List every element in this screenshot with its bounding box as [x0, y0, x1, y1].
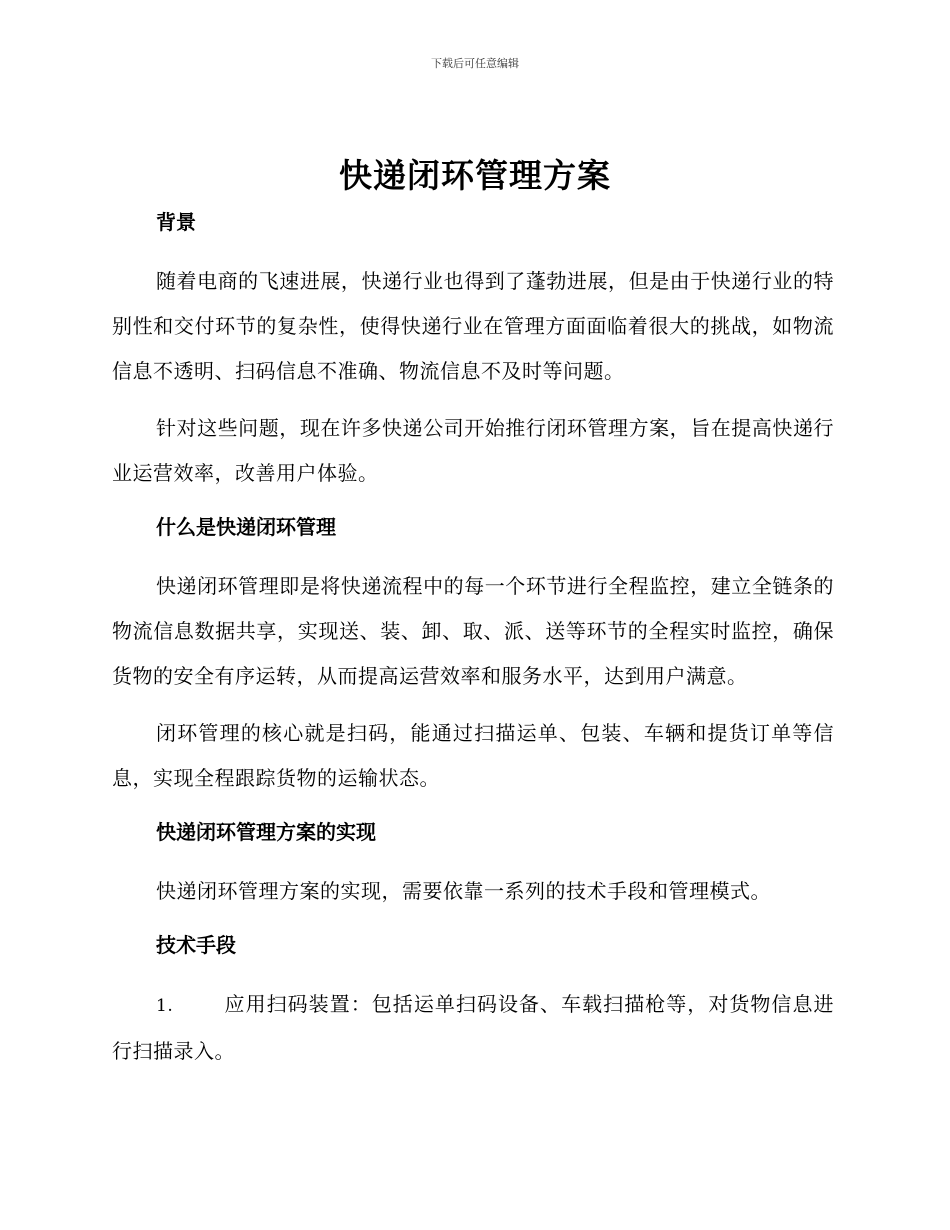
section-heading-implementation: 快递闭环管理方案的实现	[156, 820, 376, 844]
list-item-number: 1.	[156, 996, 174, 1016]
paragraph: 随着电商的飞速进展，快递行业也得到了蓬勃进展，但是由于快递行业的特别性和交付环节的复杂性，使得快递行业在管理方面面临着很大的挑战，如物流信息不透明、扫码信息不准确、物流信息不及时等问题。	[112, 269, 834, 383]
section-heading-background: 背景	[156, 210, 196, 234]
page-header-note: 下载后可任意编辑	[431, 57, 519, 70]
list-item-text: 应用扫码装置：包括运单扫码设备、车载扫描枪等，对货物信息进行扫描录入。	[112, 992, 834, 1063]
document-title: 快递闭环管理方案	[339, 156, 611, 195]
section-heading-tech: 技术手段	[156, 933, 236, 957]
paragraph: 快递闭环管理即是将快递流程中的每一个环节进行全程监控，建立全链条的物流信息数据共享，实现送、装、卸、取、派、送等环节的全程实时监控，确保货物的安全有序运转，从而提高运营效率和服务水平，达到用户满意。	[112, 574, 834, 688]
list-item	[112, 982, 834, 1074]
paragraph: 针对这些问题，现在许多快递公司开始推行闭环管理方案，旨在提高快递行业运营效率，改善用户体验。	[112, 416, 834, 485]
paragraph: 闭环管理的核心就是扫码，能通过扫描运单、包装、车辆和提货订单等信息，实现全程跟踪货物的运输状态。	[112, 721, 834, 790]
section-heading-what: 什么是快递闭环管理	[156, 515, 336, 539]
paragraph: 快递闭环管理方案的实现，需要依靠一系列的技术手段和管理模式。	[156, 879, 771, 903]
document-body	[112, 203, 834, 1074]
